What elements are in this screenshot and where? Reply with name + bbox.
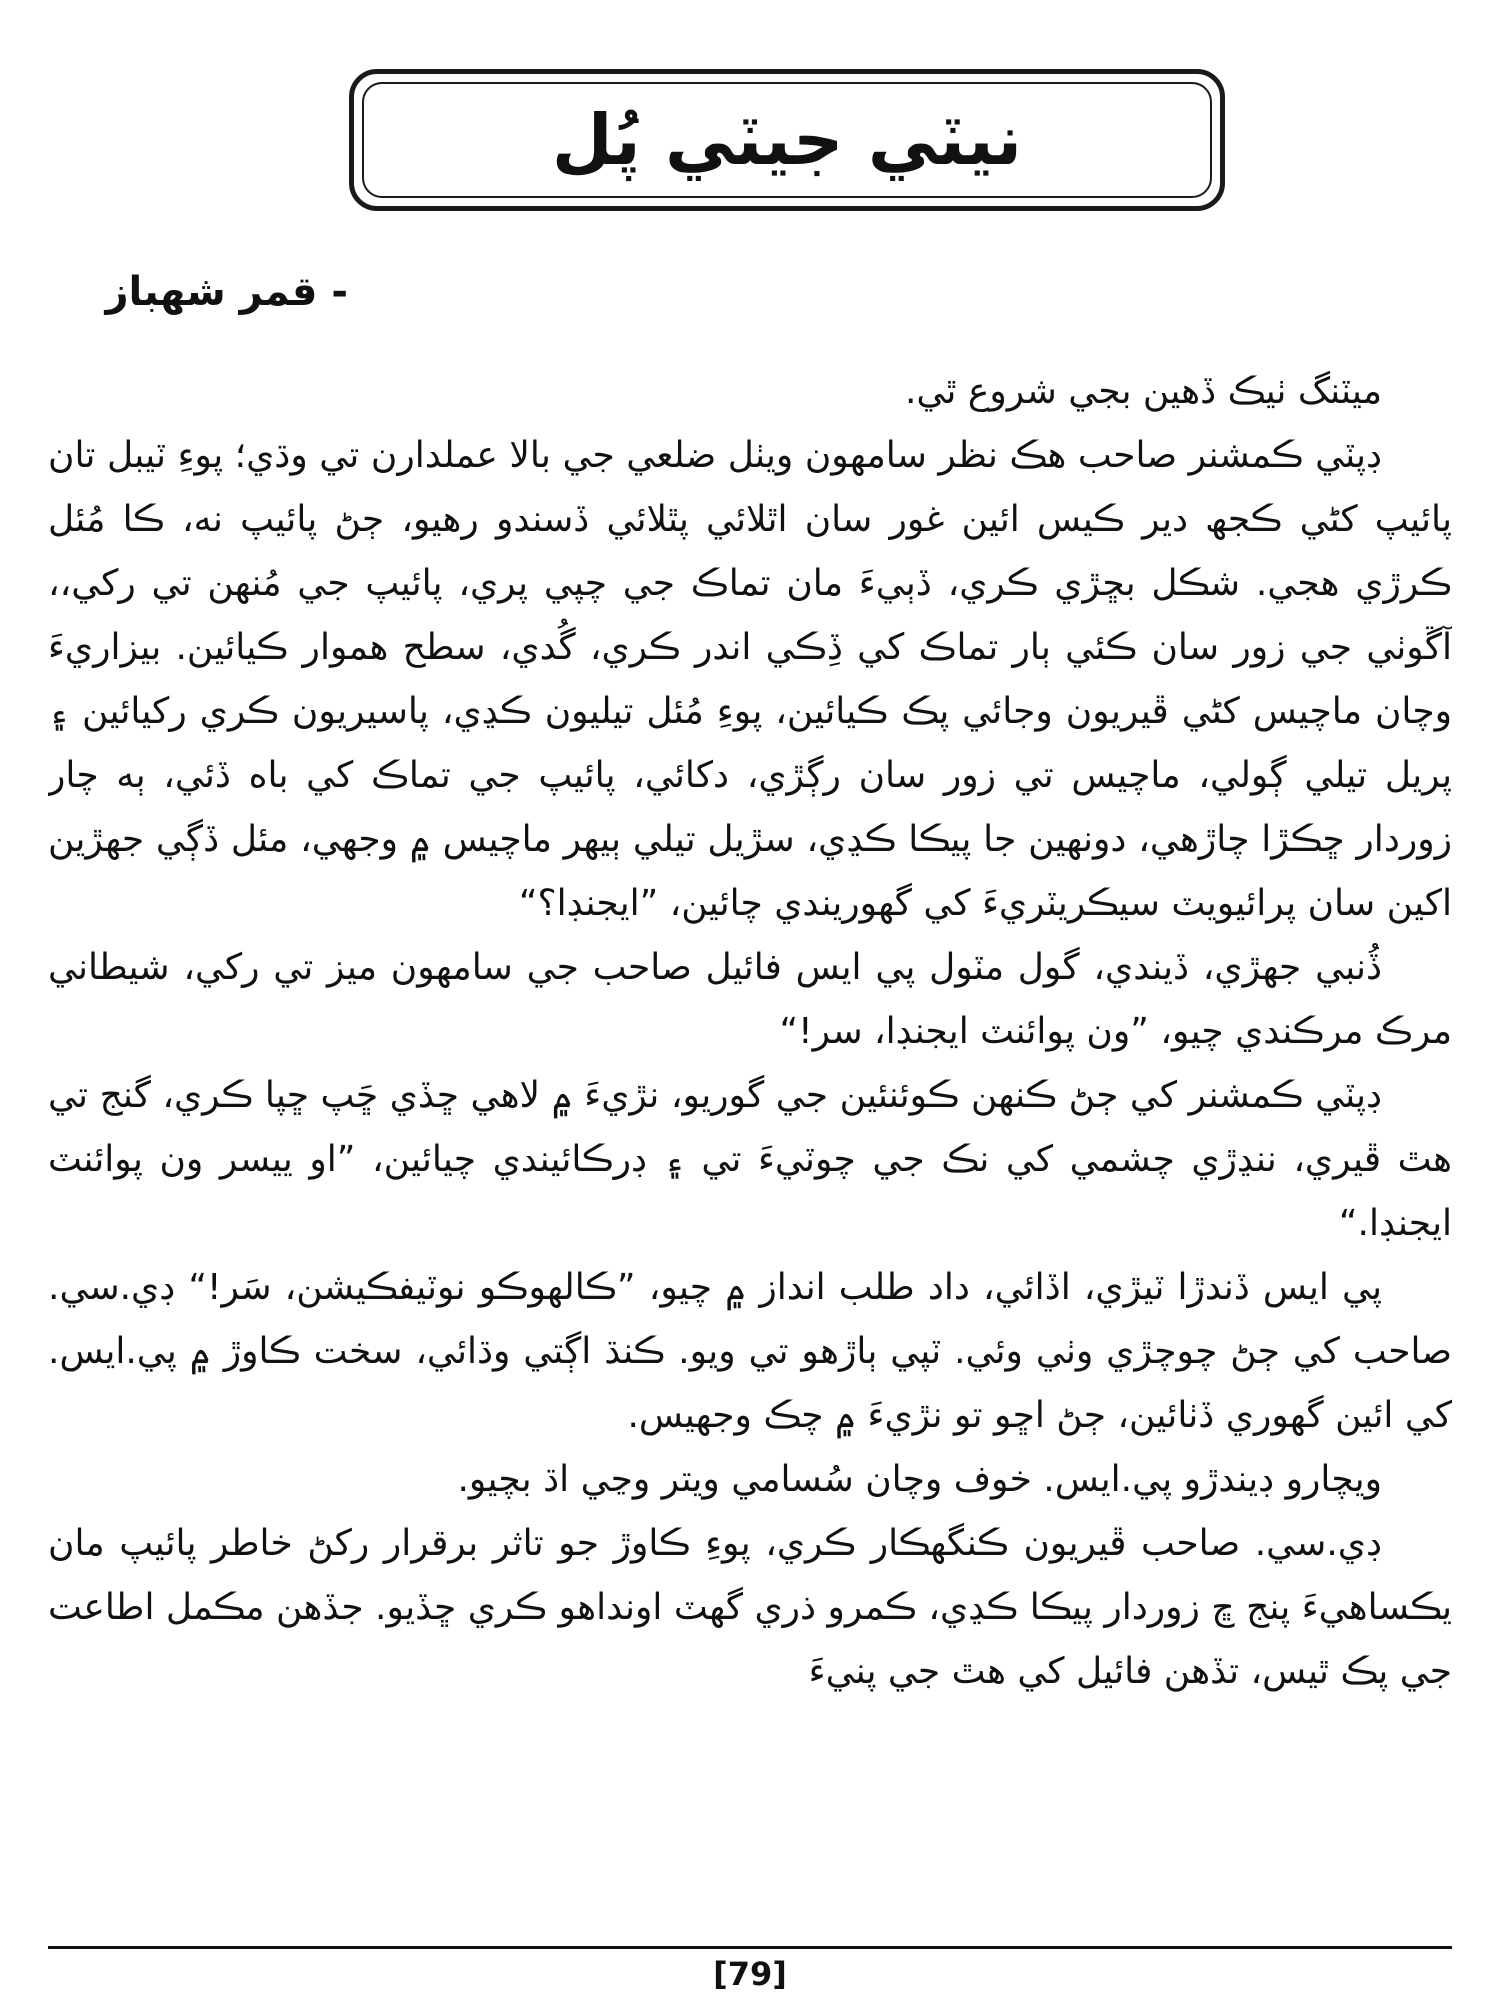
paragraph-3: ڏُنبي جهڙي، ڏيندي، گول مٽول پي ايس فائيل صاحب جي سامهون ميز تي رکي، شيطاني مرڪ مرڪندي چيو، ”ون پوائنٽ ايجنڊا، سر!“ xyxy=(48,947,1452,1052)
paragraph-7: ڊي.سي. صاحب ڦيريون ڪنگهڪار ڪري، پوءِ ڪاوڙ جو تاثر برقرار رکڻ خاطر پائيپ مان يڪساهيءَ پنج ڇ زوردار پيڪا ڪڍي، ڪمرو ذري گهٽ اونداهو ڪري ڇڏيو. جڏهن مڪمل اطاعت جي پڪ ٿيس، تڏهن فائيل کي هٿ جي پنيءَ xyxy=(48,1523,1452,1692)
paragraph-5: پي ايس ڏندڙا ٽيڙي، اڏائي، داد طلب انداز ۾ چيو، ”ڪالهوڪو نوٽيفڪيشن، سَر!“ ڊي.سي. صاحب کي ڄڻ چوچڙي وٺي وئي. ٽپي ٻاڙهو تي ويو. ڪنڌ اڳتي وڌائي، سخت ڪاوڙ ۾ پي.ايس. کي ائين گهوري ڏٺائين، ڄڻ اڇو تو نڙيءَ ۾ چڪ وجهيس. xyxy=(48,1267,1452,1436)
footer-divider xyxy=(48,1946,1452,1949)
author-name: - قمر شهباز xyxy=(105,269,348,315)
page-number: [79] xyxy=(713,1955,787,1993)
story-title: نيٽي جيٽي پُل xyxy=(551,99,1023,181)
title-frame-inner xyxy=(362,82,1212,198)
paragraph-6: ويچارو ڊيندڙو پي.ايس. خوف وچان سُسامي ويتر وڃي اڌ بچيو. xyxy=(457,1459,1382,1500)
paragraph-2: ڊپٽي ڪمشنر صاحب هڪ نظر سامهون ويٺل ضلعي جي بالا عملدارن تي وڌي؛ پوءِ ٽيبل تان پائيپ کڻي ڪجھ دير ڪيس ائين غور سان اٿلائي پٿلائي ڏسندو رهيو، ڄڻ پائيپ نه، ڪا مُئل ڪرڙي هجي. شڪل بڇڙي ڪري، ڏٻيءَ مان تماڪ جي چپي پري، پائيپ جي مُنهن تي رکي،، آڱوٺي جي زور سان ڪئي ٻار تماڪ کي ڏِڪي اندر ڪري، گُدي، سطح هموار ڪيائين. بيزاريءَ وچان ماچيس کڻي ڦيريون وجائي پڪ ڪيائين، پوءِ مُئل تيليون ڪڍي، پاسيريون ڪري رکيائين ۽ پريل تيلي ڳولي، ماچيس تي زور سان رڳڙي، دکائي، پائيپ جي تماڪ کي باه ڏئي، ٻه چار زوردار ڇڪڙا چاڙهي، دونهين جا پيڪا ڪڍي، سڙيل تيلي ٻيهر ماچيس ۾ وجهي، مئل ڏڳي جهڙين اکين سان پرائيويٽ سيڪريٽريءَ کي گهوريندي چائين، ”ايجنڊا؟“ xyxy=(48,435,1452,924)
story-body xyxy=(48,360,1452,1940)
title-frame xyxy=(349,69,1225,211)
paragraph-1: ميٽنگ ٺيڪ ڏهين بجي شروع ٿي. xyxy=(904,371,1382,412)
paragraph-4: ڊپٽي ڪمشنر کي ڄڻ ڪنهن ڪوئنئين جي گوريو، نڙيءَ ۾ لاهي ڇڏي ڇَپ ڇپا ڪري، گنج تي هٿ ڦيري، ننڍڙي چشمي کي نڪ جي چوٽيءَ تي ۽ ڊرڪائيندي چيائين، ”او ييسر ون پوائنٽ ايجنڊا.“ xyxy=(48,1075,1452,1244)
